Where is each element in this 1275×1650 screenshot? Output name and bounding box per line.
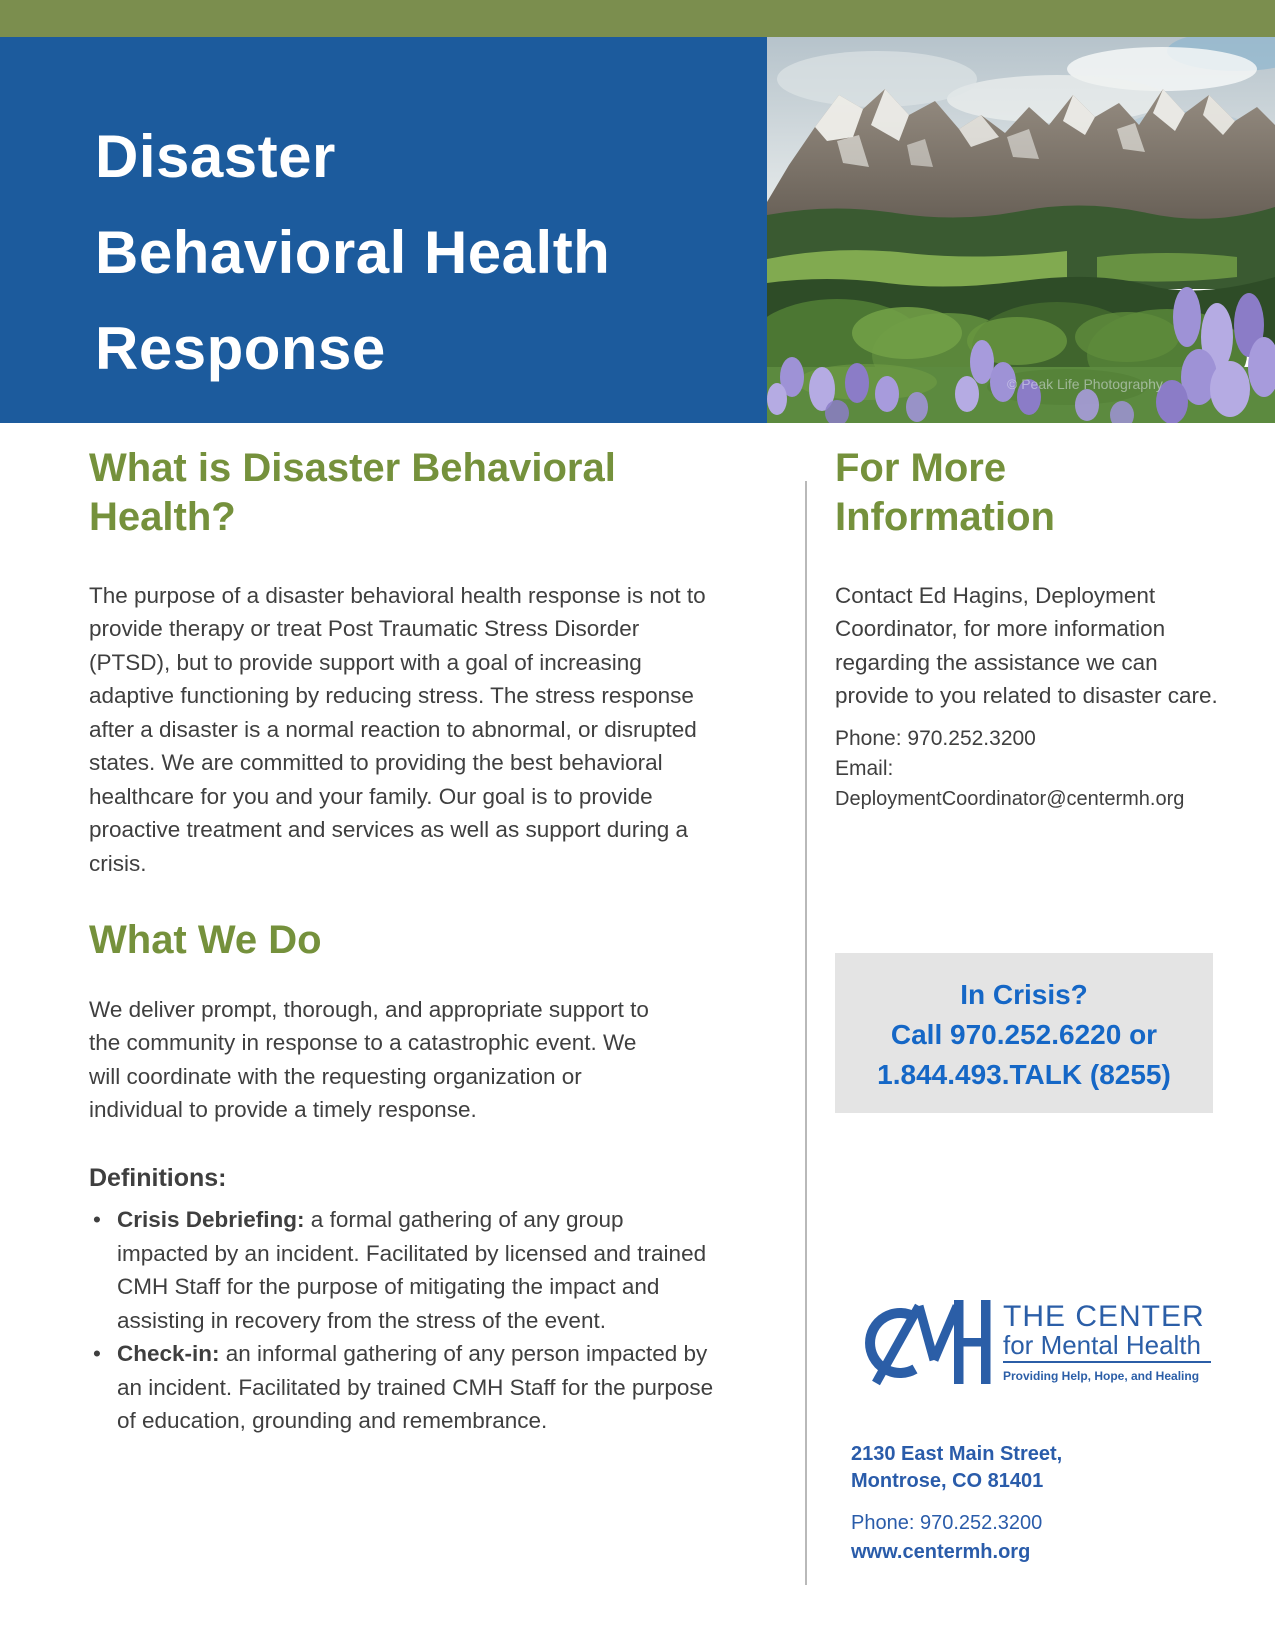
footer-phone: Phone: 970.252.3200 (851, 1512, 1043, 1534)
definitions-heading: Definitions: (89, 1164, 227, 1192)
header-banner (0, 37, 767, 423)
contact-email-address[interactable]: DeploymentCoordinator@centermh.org (835, 788, 1185, 810)
definition-term: Crisis Debriefing: (117, 1207, 305, 1232)
cmh-logo-graphic (845, 1290, 1217, 1386)
what-we-do-paragraph: We deliver prompt, thorough, and appropriate support to the community in response to a catastrophic event. We will coordinate with the requesting organization or individual to provide a timely response. (89, 996, 649, 1122)
page-title-line1: Disaster (95, 123, 336, 190)
page-title (95, 109, 610, 397)
contact-email-label: Email: (835, 756, 894, 780)
cmh-monogram (870, 1300, 990, 1384)
page-title-line3: Response (95, 315, 386, 382)
cmh-logo (845, 1290, 1217, 1386)
address-line2: Montrose, CO 81401 (851, 1470, 1044, 1492)
page-title-line2: Behavioral Health (95, 219, 611, 286)
top-green-bar (0, 0, 1275, 37)
logo-tagline: Providing Help, Hope, and Healing (1003, 1369, 1200, 1383)
section-heading-what-is-dbh: What is Disaster Behavioral Health? (89, 446, 616, 539)
section-heading-what-we-do: What We Do (89, 918, 322, 962)
mountain-photo-illustration (767, 37, 1275, 423)
mountain-photo (767, 37, 1275, 423)
definitions-list (89, 1203, 717, 1438)
logo-name-line2: for Mental Health (1003, 1330, 1201, 1360)
address-line1: 2130 East Main Street, (851, 1443, 1063, 1465)
address-block (851, 1441, 1062, 1495)
contact-block (835, 724, 1255, 815)
photo-credit-watermark: © Peak Life Photography (1007, 376, 1163, 392)
definition-term: Check-in: (117, 1341, 220, 1366)
cmh-logo-wordmark (1003, 1300, 1211, 1383)
definition-item-check-in (89, 1337, 717, 1438)
contact-phone: Phone: 970.252.3200 (835, 727, 1036, 750)
footer-website-link[interactable]: www.centermh.org (851, 1541, 1031, 1563)
column-divider (805, 481, 807, 1585)
definition-text: a formal gathering of any group impacted by an incident. Facilitated by licensed and trained CMH Staff for the purpose of mitigating the impact and assisting in recovery from the stress of the event. (117, 1207, 707, 1333)
section-heading-for-more-information: For More Information (835, 446, 1055, 539)
crisis-line3: 1.844.493.TALK (8255) (877, 1059, 1171, 1090)
definition-item-crisis-debriefing (89, 1203, 717, 1337)
logo-name-line1: THE CENTER (1003, 1300, 1205, 1333)
crisis-line2: Call 970.252.6220 or (890, 1019, 1158, 1050)
what-is-dbh-paragraph: The purpose of a disaster behavioral health response is not to provide therapy or treat Post Traumatic Stress Disorder (PTSD), but to provide support with a goal of increasing adaptive functioning by reducing stress. The stress response after a disaster is a normal reaction to abnormal, or disrupted states. We are committed to providing the best behavioral healthcare for you and your family. Our goal is to provide proactive treatment and services as well as support during a crisis. (89, 582, 706, 876)
in-crisis-callout (835, 953, 1213, 1113)
more-information-paragraph: Contact Ed Hagins, Deployment Coordinator, for more information regarding the assistance we can provide to you related to disaster care. (835, 582, 1218, 708)
definition-text: an informal gathering of any person impacted by an incident. Facilitated by trained CMH Staff for the purpose of education, grounding and remembrance. (117, 1341, 714, 1433)
crisis-line1: In Crisis? (960, 979, 1088, 1010)
